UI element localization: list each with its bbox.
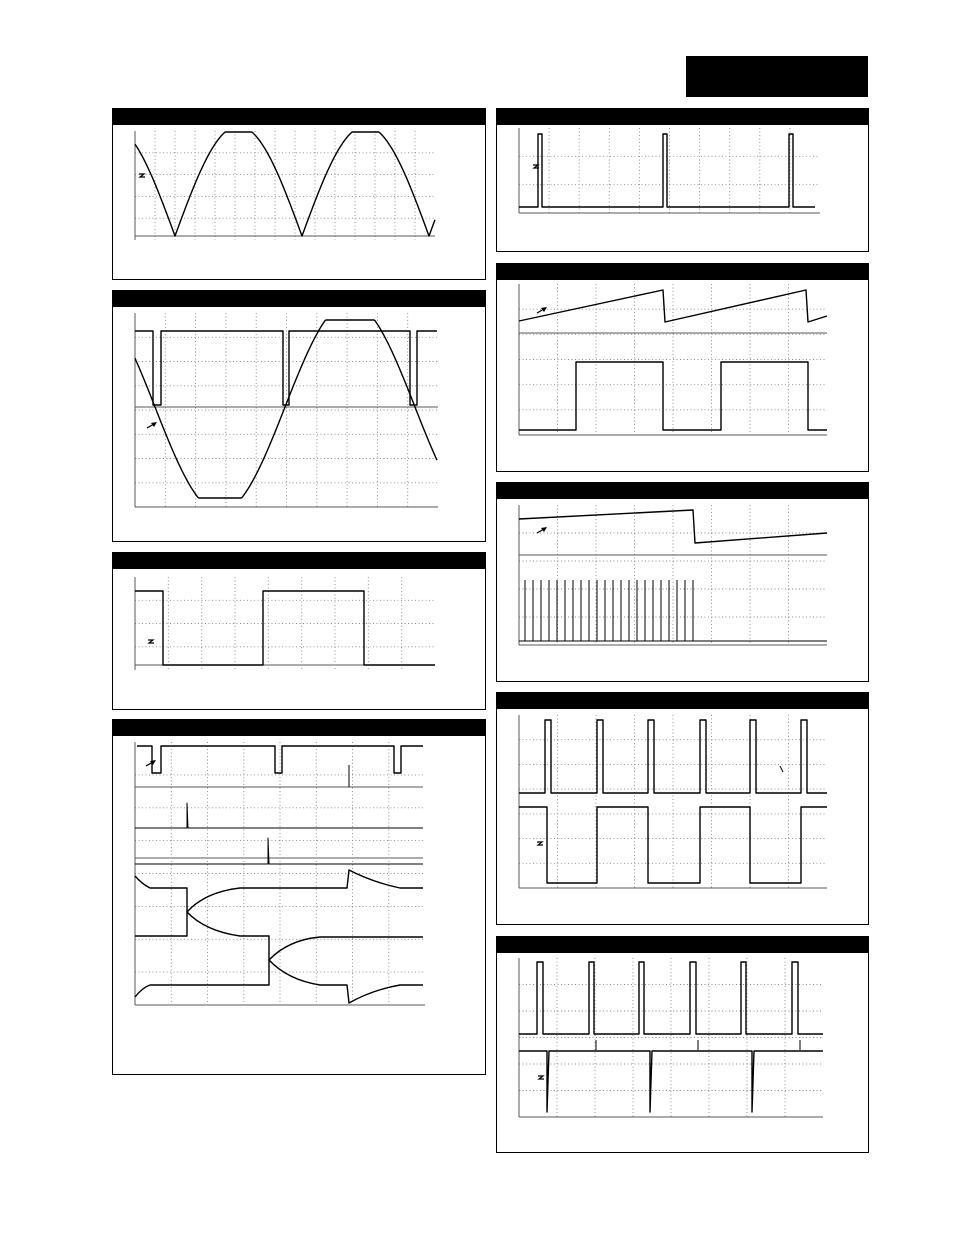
figure-panel-3: [112, 552, 486, 710]
oscilloscope-plot: [112, 290, 486, 542]
trace-spike-train: [525, 580, 693, 641]
figure-panel-4: [112, 719, 486, 1075]
channel-marker-icon: [537, 842, 543, 845]
oscilloscope-plot: [496, 108, 869, 252]
trace-artifact-tick: [780, 766, 783, 772]
figure-panel-6: [496, 263, 869, 472]
title-box: [686, 56, 868, 97]
oscilloscope-plot: [496, 263, 869, 472]
scope-grid: [519, 958, 823, 1117]
channel-marker-icon: [538, 1076, 544, 1079]
scope-grid: [519, 715, 827, 888]
trace-coupling-bumps: [596, 1040, 800, 1050]
figure-panel-8: [496, 692, 869, 925]
trace-pulse-train: [135, 331, 437, 405]
trace-spike-channel-2: [135, 803, 423, 828]
figure-panel-5: [496, 108, 869, 252]
scope-grid: [519, 284, 827, 435]
oscilloscope-plot: [112, 552, 486, 710]
channel-marker-icon: [148, 640, 154, 643]
arrow-marker-icon: [147, 422, 157, 428]
oscilloscope-plot: [496, 482, 869, 682]
trace-spike-channel-3: [135, 838, 423, 864]
scope-grid: [519, 128, 820, 213]
figure-panel-2: [112, 290, 486, 542]
trace-rectified-sine: [135, 132, 435, 236]
scope-grid: [135, 313, 438, 507]
figure-panel-7: [496, 482, 869, 682]
oscilloscope-plot: [496, 692, 869, 925]
channel-marker-icon: [139, 174, 145, 177]
trace-pulse-train: [519, 134, 815, 207]
oscilloscope-plot: [112, 108, 486, 280]
arrow-marker-icon: [537, 307, 547, 313]
arrow-marker-icon: [537, 527, 547, 533]
figure-panel-9: [496, 936, 869, 1153]
trace-phase-b: [135, 912, 423, 960]
trace-sine: [135, 320, 437, 498]
arrow-marker-icon: [146, 760, 156, 766]
scope-grid: [135, 742, 425, 1005]
oscilloscope-plot: [112, 719, 486, 1075]
oscilloscope-plot: [496, 936, 869, 1153]
trace-phase-c: [135, 960, 423, 1003]
figure-panel-1: [112, 108, 486, 280]
trace-phase-a: [135, 870, 423, 912]
trace-square-wave: [135, 591, 435, 665]
